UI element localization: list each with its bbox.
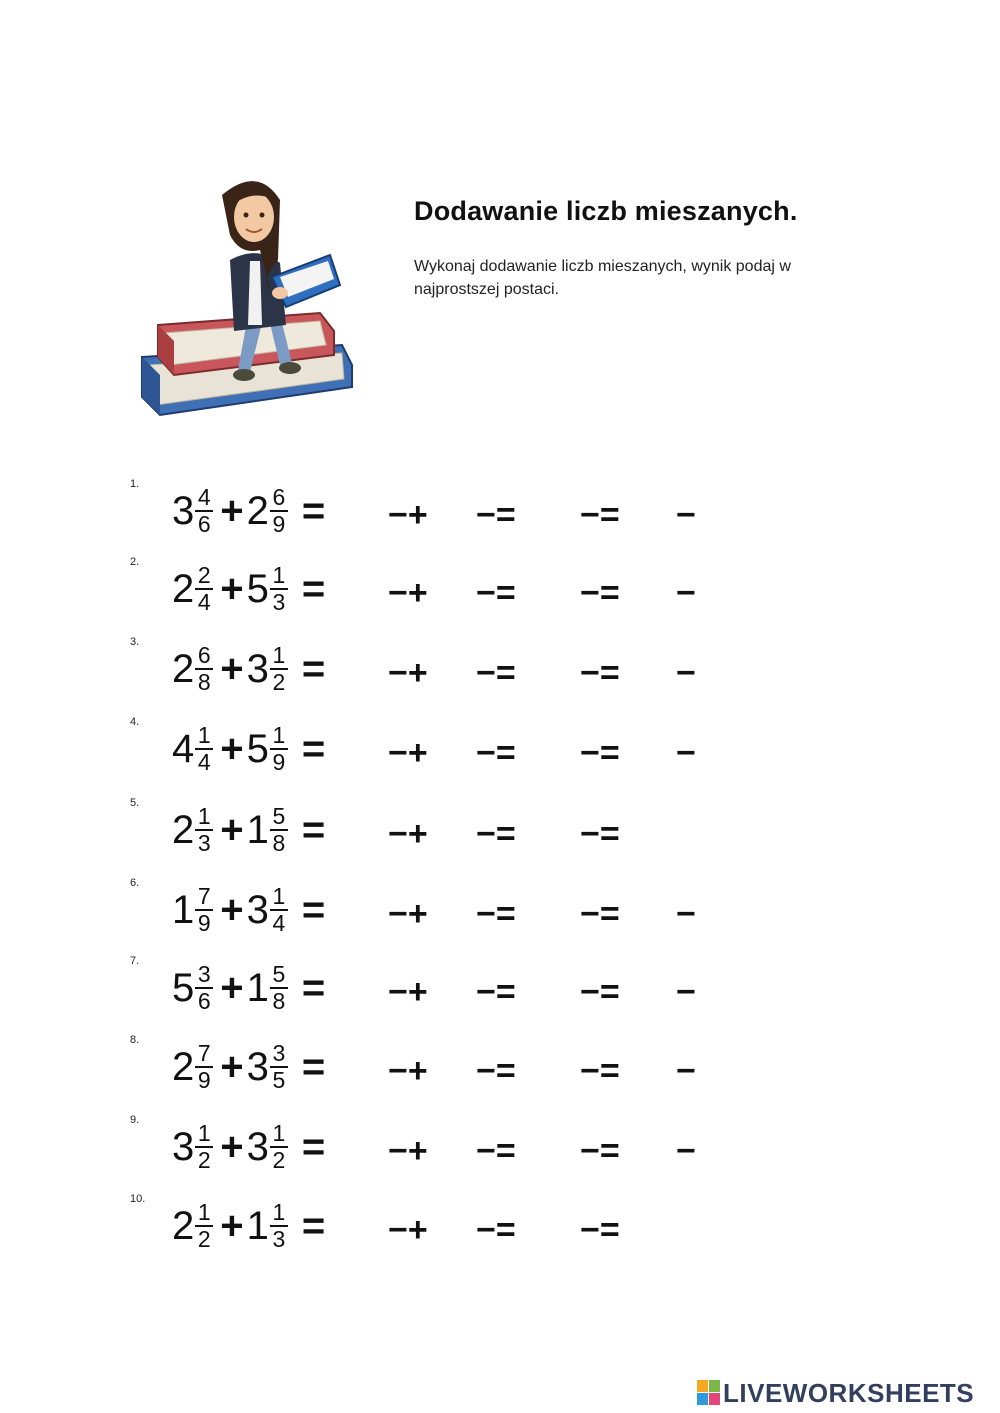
answer-slot[interactable]: −+ [388, 815, 428, 853]
answer-slot[interactable]: −= [476, 1132, 516, 1170]
denominator: 2 [197, 1147, 211, 1173]
answer-slot[interactable]: −+ [388, 734, 428, 772]
answer-slot[interactable]: −+ [388, 654, 428, 692]
answer-slot[interactable]: −+ [388, 1052, 428, 1090]
denominator: 5 [272, 1067, 286, 1093]
fraction [195, 643, 213, 695]
denominator: 8 [272, 830, 286, 856]
answer-slot[interactable]: −= [580, 973, 620, 1011]
numerator: 1 [272, 562, 286, 588]
exercise-number: 8. [130, 1034, 140, 1046]
liveworksheets-logo-icon [697, 1380, 721, 1406]
numerator: 1 [197, 722, 211, 748]
equals-sign: = [301, 1125, 326, 1169]
answer-slot[interactable]: −= [476, 574, 516, 612]
exercise-row [0, 877, 1000, 947]
fraction [270, 884, 288, 936]
denominator: 6 [197, 988, 211, 1014]
whole-part: 2 [246, 489, 269, 533]
answer-slot[interactable]: −= [580, 815, 620, 853]
whole-part: 3 [172, 1125, 195, 1169]
whole-part: 1 [246, 966, 269, 1010]
whole-part: 2 [172, 1204, 195, 1248]
exercise-row [0, 1193, 1000, 1263]
plus-sign: + [220, 1125, 244, 1169]
answer-slot[interactable]: −+ [388, 895, 428, 933]
answer-slot[interactable]: −= [580, 496, 620, 534]
numerator: 3 [197, 961, 211, 987]
answer-slot[interactable]: −= [580, 574, 620, 612]
exercise-number: 6. [130, 877, 140, 889]
equals-sign: = [301, 1045, 326, 1089]
mixed-number-expression [172, 1195, 325, 1257]
equals-sign: = [301, 888, 326, 932]
fraction [195, 1200, 213, 1252]
fraction [270, 804, 288, 856]
answer-slot[interactable]: − [676, 895, 696, 933]
plus-sign: + [220, 808, 244, 852]
answer-slot[interactable]: − [676, 574, 696, 612]
fraction [270, 563, 288, 615]
mixed-number-expression [172, 957, 325, 1019]
plus-sign: + [220, 567, 244, 611]
equals-sign: = [301, 808, 326, 852]
denominator: 9 [197, 910, 211, 936]
exercise-number: 2. [130, 556, 140, 568]
exercise-row [0, 636, 1000, 706]
fraction [270, 1041, 288, 1093]
answer-slot[interactable]: −= [580, 1132, 620, 1170]
whole-part: 4 [172, 727, 195, 771]
denominator: 4 [272, 910, 286, 936]
numerator: 3 [272, 1040, 286, 1066]
fraction [270, 485, 288, 537]
exercise-number: 9. [130, 1114, 140, 1126]
whole-part: 5 [246, 727, 269, 771]
denominator: 6 [197, 511, 211, 537]
answer-slot[interactable]: −= [476, 815, 516, 853]
denominator: 9 [197, 1067, 211, 1093]
exercise-row [0, 716, 1000, 786]
answer-slot[interactable]: −= [476, 973, 516, 1011]
answer-slot[interactable]: −= [476, 734, 516, 772]
answer-slot[interactable]: −= [580, 654, 620, 692]
whole-part: 3 [246, 1045, 269, 1089]
answer-slot[interactable]: −+ [388, 1132, 428, 1170]
answer-slot[interactable]: − [676, 973, 696, 1011]
logo-text: LIVEWORKSHEETS [723, 1377, 975, 1408]
numerator: 6 [197, 642, 211, 668]
numerator: 1 [197, 1120, 211, 1146]
answer-slot[interactable]: −= [476, 1211, 516, 1249]
fraction [195, 723, 213, 775]
answer-slot[interactable]: − [676, 496, 696, 534]
equals-sign: = [301, 966, 326, 1010]
whole-part: 3 [246, 647, 269, 691]
whole-part: 5 [172, 966, 195, 1010]
equals-sign: = [301, 489, 326, 533]
numerator: 1 [197, 1199, 211, 1225]
fraction [195, 1041, 213, 1093]
answer-slot[interactable]: −= [476, 1052, 516, 1090]
equals-sign: = [301, 727, 326, 771]
equals-sign: = [301, 567, 326, 611]
whole-part: 3 [246, 888, 269, 932]
fraction [270, 962, 288, 1014]
denominator: 9 [272, 511, 286, 537]
exercise-row [0, 478, 1000, 548]
plus-sign: + [220, 1204, 244, 1248]
worksheet-instruction: Wykonaj dodawanie liczb mieszanych, wynik podaj w najprostszej postaci. [414, 258, 791, 298]
denominator: 2 [272, 669, 286, 695]
mixed-number-expression [172, 558, 325, 620]
fraction [270, 643, 288, 695]
answer-slot[interactable]: −= [476, 654, 516, 692]
denominator: 8 [272, 988, 286, 1014]
plus-sign: + [220, 966, 244, 1010]
numerator: 7 [197, 1040, 211, 1066]
answer-slot[interactable]: −+ [388, 1211, 428, 1249]
whole-part: 2 [172, 808, 195, 852]
answer-slot[interactable]: −+ [388, 574, 428, 612]
numerator: 1 [272, 1120, 286, 1146]
exercise-row [0, 556, 1000, 626]
mixed-number-expression [172, 638, 325, 700]
numerator: 1 [272, 1199, 286, 1225]
mixed-number-expression [172, 1116, 325, 1178]
numerator: 4 [197, 484, 211, 510]
plus-sign: + [220, 727, 244, 771]
answer-slot[interactable]: −= [580, 1211, 620, 1249]
answer-slot[interactable]: −= [476, 496, 516, 534]
fraction [270, 723, 288, 775]
denominator: 3 [272, 589, 286, 615]
mixed-number-expression [172, 799, 325, 861]
denominator: 4 [197, 749, 211, 775]
exercise-row [0, 955, 1000, 1025]
whole-part: 1 [246, 1204, 269, 1248]
answer-slot[interactable]: −+ [388, 496, 428, 534]
exercise-number: 7. [130, 955, 140, 967]
denominator: 4 [197, 589, 211, 615]
plus-sign: + [220, 489, 244, 533]
whole-part: 3 [172, 489, 195, 533]
exercise-row [0, 797, 1000, 867]
fraction [195, 563, 213, 615]
numerator: 5 [272, 961, 286, 987]
denominator: 9 [272, 749, 286, 775]
fraction [195, 1121, 213, 1173]
whole-part: 2 [172, 647, 195, 691]
exercise-number: 4. [130, 716, 140, 728]
mixed-number-expression [172, 1036, 325, 1098]
exercise-number: 5. [130, 797, 140, 809]
plus-sign: + [220, 888, 244, 932]
fraction [195, 485, 213, 537]
answer-slot[interactable]: − [676, 654, 696, 692]
exercise-number: 10. [130, 1193, 146, 1205]
numerator: 1 [272, 642, 286, 668]
numerator: 5 [272, 803, 286, 829]
numerator: 1 [272, 722, 286, 748]
answer-slot[interactable]: −= [580, 1052, 620, 1090]
answer-slot[interactable]: −= [580, 734, 620, 772]
answer-slot[interactable]: − [676, 734, 696, 772]
exercise-row [0, 1114, 1000, 1184]
worksheet-title: Dodawanie liczb mieszanych. [414, 196, 798, 226]
mixed-number-expression [172, 718, 325, 780]
denominator: 3 [197, 830, 211, 856]
whole-part: 1 [172, 888, 195, 932]
whole-part: 2 [172, 567, 195, 611]
plus-sign: + [220, 647, 244, 691]
whole-part: 5 [246, 567, 269, 611]
fraction [270, 1121, 288, 1173]
denominator: 2 [272, 1147, 286, 1173]
exercise-number: 3. [130, 636, 140, 648]
numerator: 1 [272, 883, 286, 909]
equals-sign: = [301, 1204, 326, 1248]
numerator: 7 [197, 883, 211, 909]
numerator: 1 [197, 803, 211, 829]
exercise-number: 1. [130, 478, 140, 490]
denominator: 2 [197, 1226, 211, 1252]
mixed-number-expression [172, 480, 325, 542]
denominator: 8 [197, 669, 211, 695]
answer-slot[interactable]: − [676, 1132, 696, 1170]
answer-slot[interactable]: −= [580, 895, 620, 933]
fraction [195, 962, 213, 1014]
denominator: 3 [272, 1226, 286, 1252]
exercise-row [0, 1034, 1000, 1104]
mixed-number-expression [172, 879, 325, 941]
answer-slot[interactable]: − [676, 1052, 696, 1090]
answer-slot[interactable]: −+ [388, 973, 428, 1011]
whole-part: 2 [172, 1045, 195, 1089]
numerator: 2 [197, 562, 211, 588]
equals-sign: = [301, 647, 326, 691]
answer-slot[interactable]: −= [476, 895, 516, 933]
fraction [195, 884, 213, 936]
fraction [195, 804, 213, 856]
whole-part: 3 [246, 1125, 269, 1169]
whole-part: 1 [246, 808, 269, 852]
plus-sign: + [220, 1045, 244, 1089]
fraction [270, 1200, 288, 1252]
numerator: 6 [272, 484, 286, 510]
liveworksheets-logo[interactable] [697, 1376, 974, 1410]
